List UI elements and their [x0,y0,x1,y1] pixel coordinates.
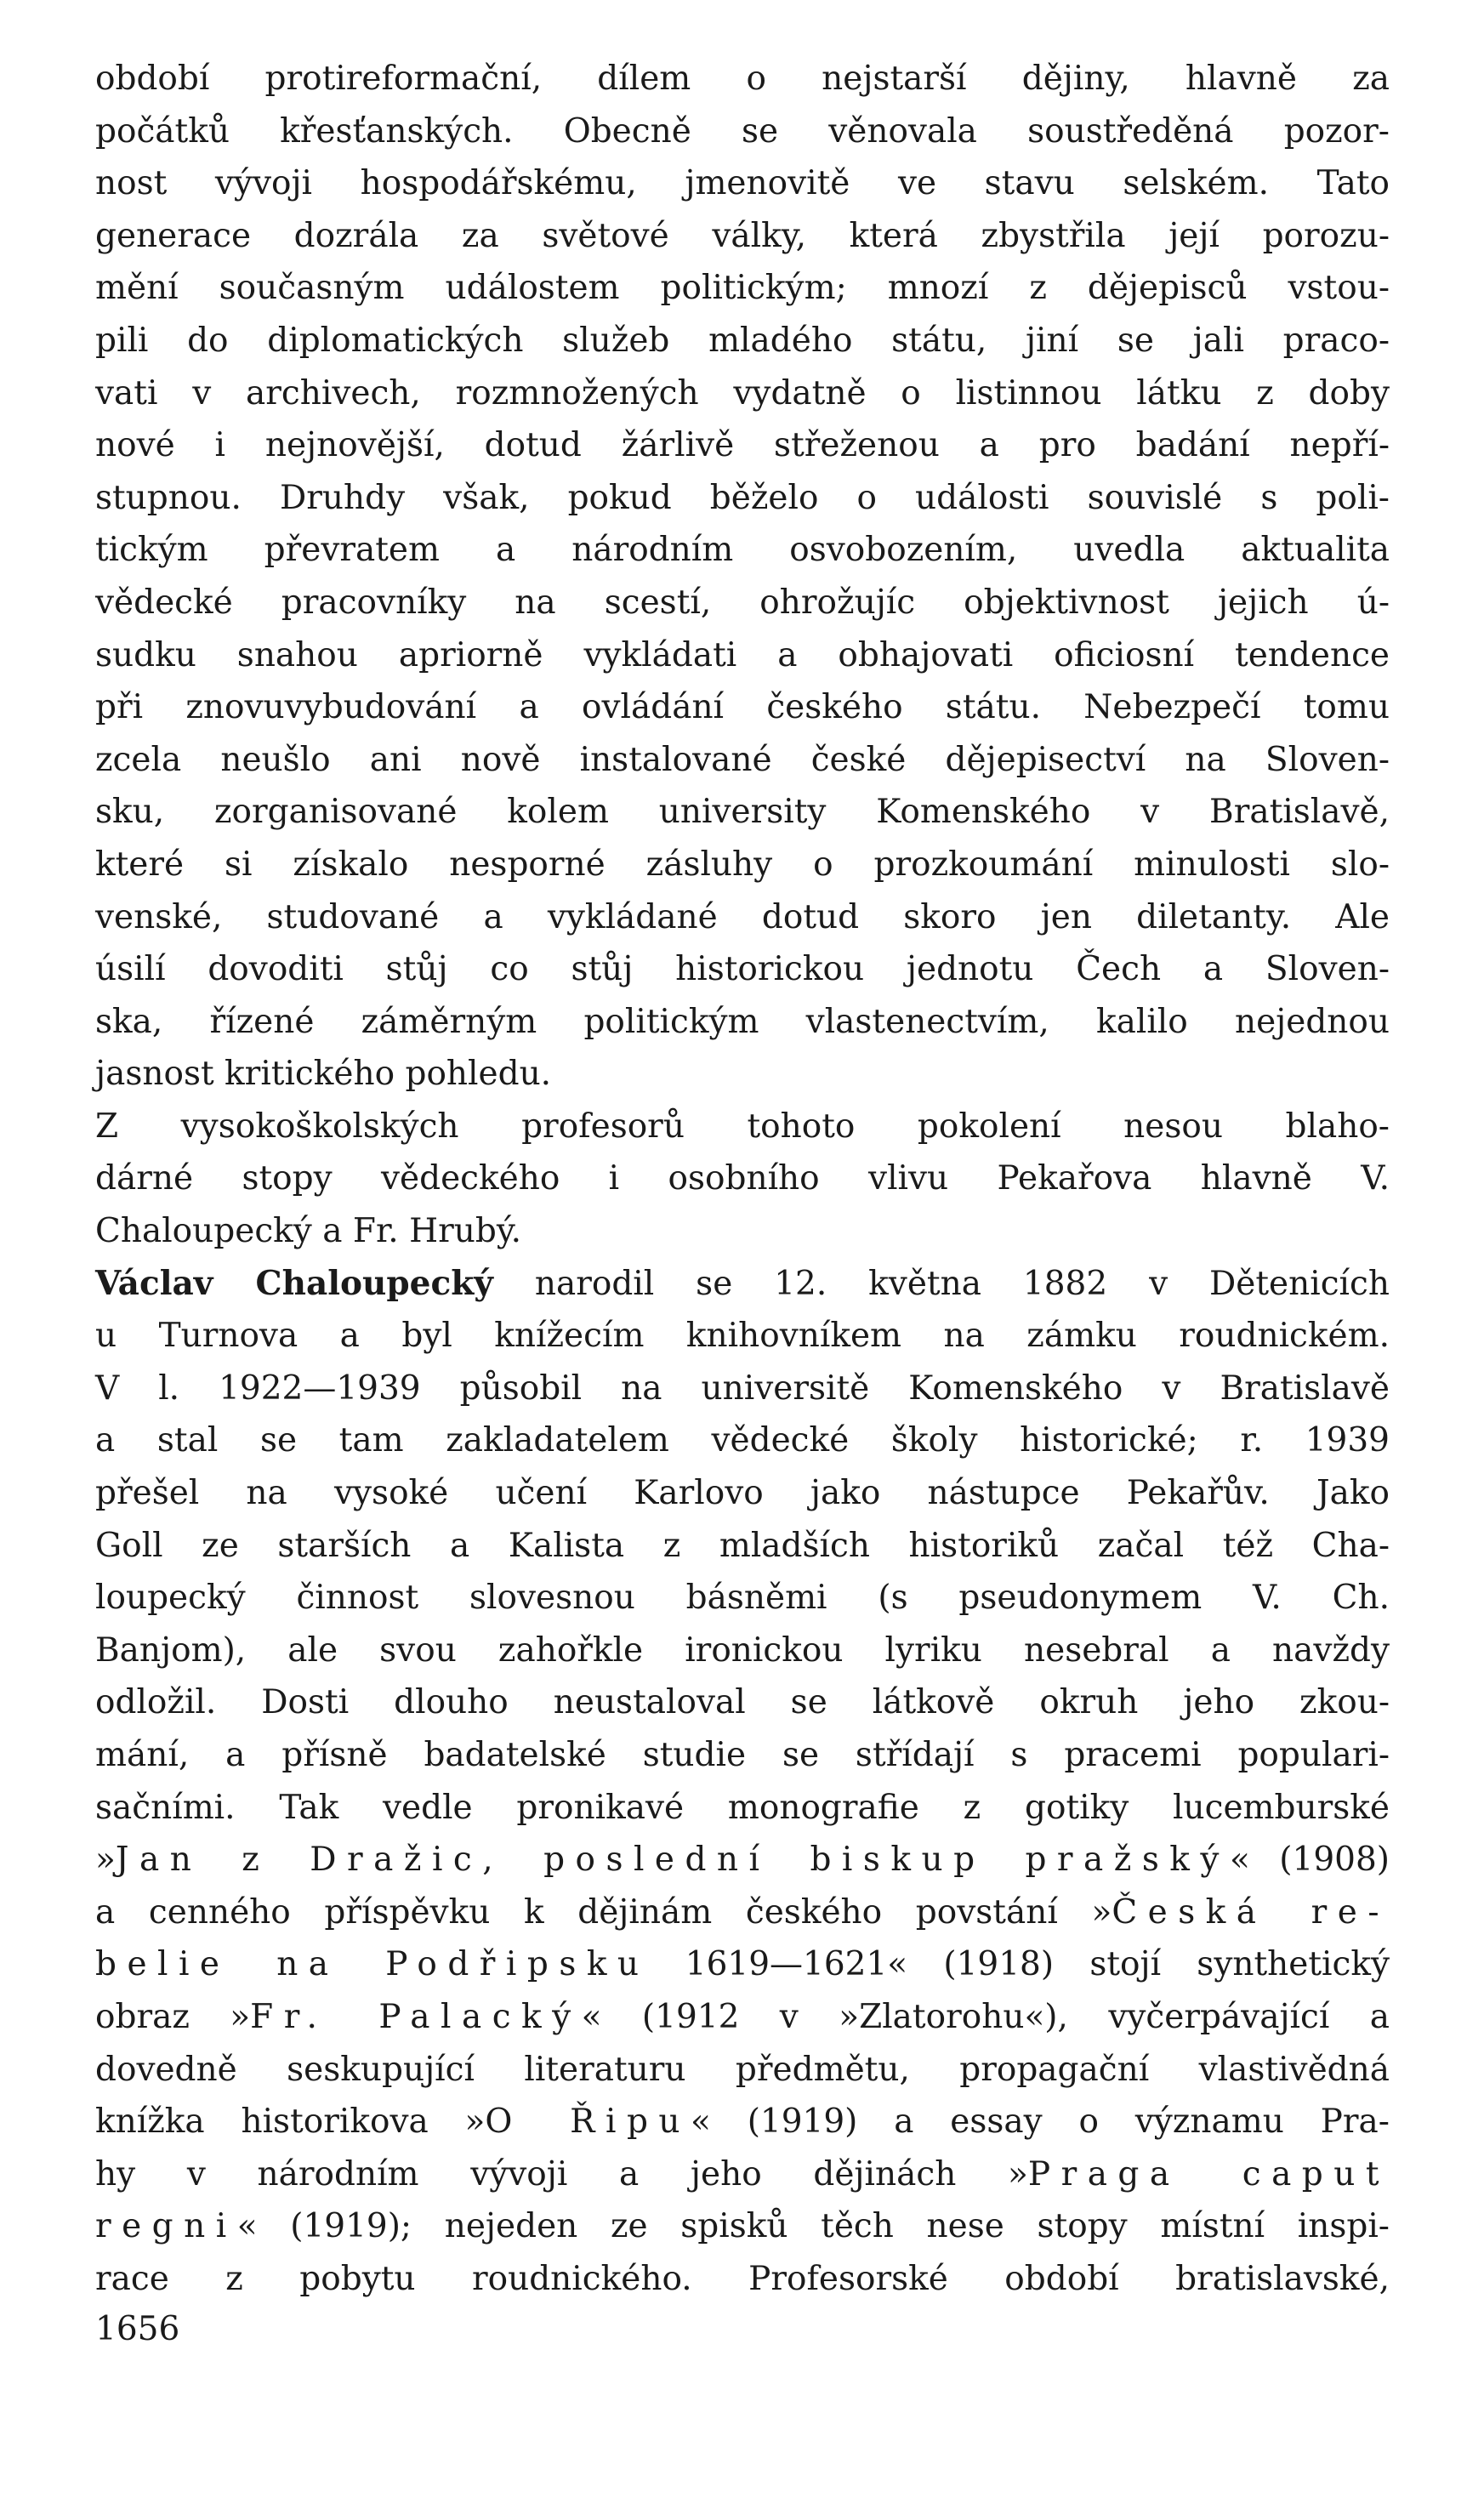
text-line: mání, a přísně badatelské studie se střídají s pracemi populari- [95,1736,1390,1774]
text-line: Goll ze starších a Kalista z mladších historiků začal též Cha- [95,1526,1390,1565]
person-name: Václav Chaloupecký [95,1263,493,1303]
text-line: race z pobytu roudnického. Profesorské období bratislavské, [95,2259,1390,2298]
book-title: Česká re- [1112,1892,1390,1932]
text-line: tickým převratem a národním osvobozením, uvedla aktualita [95,531,1390,570]
text-line: dovedně seskupující literaturu předmětu, propagační vlastivědná [95,2050,1390,2089]
text-line: ska, řízené záměrným politickým vlastenectvím, kalilo nejednou [95,1002,1390,1041]
text-line: obraz »Fr. Palacký« (1912 v »Zlatorohu«), vyčerpávající a [95,1997,1390,2036]
text-line: nové i nejnovější, dotud žárlivě střeženou a pro badání nepří- [95,426,1390,465]
text-line: Banjom), ale svou zahořkle ironickou lyriku nesebral a navždy [95,1630,1390,1670]
text-line: úsilí dovoditi stůj co stůj historickou jednotu Čech a Sloven- [95,950,1390,989]
text-line: sku, zorganisované kolem university Komenského v Bratislavě, [95,793,1390,832]
text-line: odložil. Dosti dlouho neustaloval se látkově okruh jeho zkou- [95,1683,1390,1722]
text-line: vati v archivech, rozmnožených vydatně o listinnou látku z doby [95,373,1390,413]
text-line: belie na Podřipsku 1619—1621« (1918) stojí synthetický [95,1945,1390,1984]
text-line: Chaloupecký a Fr. Hrubý. [95,1212,522,1251]
text-line: u Turnova a byl knížecím knihovníkem na zámku roudnickém. [95,1317,1390,1356]
text-line: loupecký činnost slovesnou básněmi (s pseudonymem V. Ch. [95,1579,1390,1618]
text-line: Václav Chaloupecký narodil se 12. května 1882 v Dětenicích [95,1263,1390,1303]
text-line: nost vývoji hospodářskému, jmenovitě ve stavu selském. Tato [95,164,1390,203]
text-line: počátků křesťanských. Obecně se věnovala soustředěná pozor- [95,111,1390,151]
text-line: V l. 1922—1939 působil na universitě Komenského v Bratislavě [95,1368,1390,1408]
text-line: období protireformační, dílem o nejstarší dějiny, hlavně za [95,60,1390,98]
text-line: dárné stopy vědeckého i osobního vlivu Pekařova hlavně V. [95,1159,1390,1198]
book-title: O Řipu [485,2102,691,2142]
book-title: regni [95,2207,237,2246]
text-line: a cenného příspěvku k dějinám českého povstání »Česká re- [95,1892,1390,1932]
book-title: Fr. Palacký [250,1997,582,2036]
book-title: Jan z Dražic, poslední biskup pražský [115,1841,1230,1880]
text-line: a stal se tam zakladatelem vědecké školy historické; r. 1939 [95,1421,1390,1460]
text-line: přešel na vysoké učení Karlovo jako nástupce Pekařův. Jako [95,1474,1390,1513]
text-line: sudku snahou apriorně vykládati a obhajovati oficiosní tendence [95,635,1390,674]
text-line: »Jan z Dražic, poslední biskup pražský« (1908) [95,1841,1390,1880]
text-line: při znovuvybudování a ovládání českého státu. Nebezpečí tomu [95,688,1390,727]
text-line: generace dozrála za světové války, která zbystřila její porozu- [95,216,1390,255]
text-line: regni« (1919); nejeden ze spisků těch nese stopy místní inspi- [95,2207,1390,2246]
page-number: 1656 [95,2310,180,2348]
body-text [95,53,1390,2306]
text-line: které si získalo nesporné zásluhy o prozkoumání minulosti slo- [95,845,1390,884]
text-line: vědecké pracovníky na scestí, ohrožujíc objektivnost jejich ú- [95,583,1390,622]
text-line: stupnou. Druhdy však, pokud běželo o události souvislé s poli- [95,478,1390,517]
text-line: jasnost kritického pohledu. [95,1055,552,1094]
book-title: belie na Podřipsku [95,1945,650,1984]
text-line: venské, studované a vykládané dotud skoro jen diletanty. Ale [95,897,1390,936]
text-line: mění současným událostem politickým; mnozí z dějepisců vstou- [95,269,1390,308]
text-line: zcela neušlo ani nově instalované české dějepisectví na Sloven- [95,740,1390,779]
book-title: Praga caput [1027,2154,1390,2194]
text-line: knížka historikova »O Řipu« (1919) a essay o významu Pra- [95,2102,1390,2142]
text-line: hy v národním vývoji a jeho dějinách »Praga caput [95,2154,1390,2194]
text-line: Z vysokoškolských profesorů tohoto pokolení nesou blaho- [95,1107,1390,1146]
text-line: pili do diplomatických služeb mladého státu, jiní se jali praco- [95,321,1390,360]
text-line: sačními. Tak vedle pronikavé monografie z gotiky lucemburské [95,1788,1390,1827]
